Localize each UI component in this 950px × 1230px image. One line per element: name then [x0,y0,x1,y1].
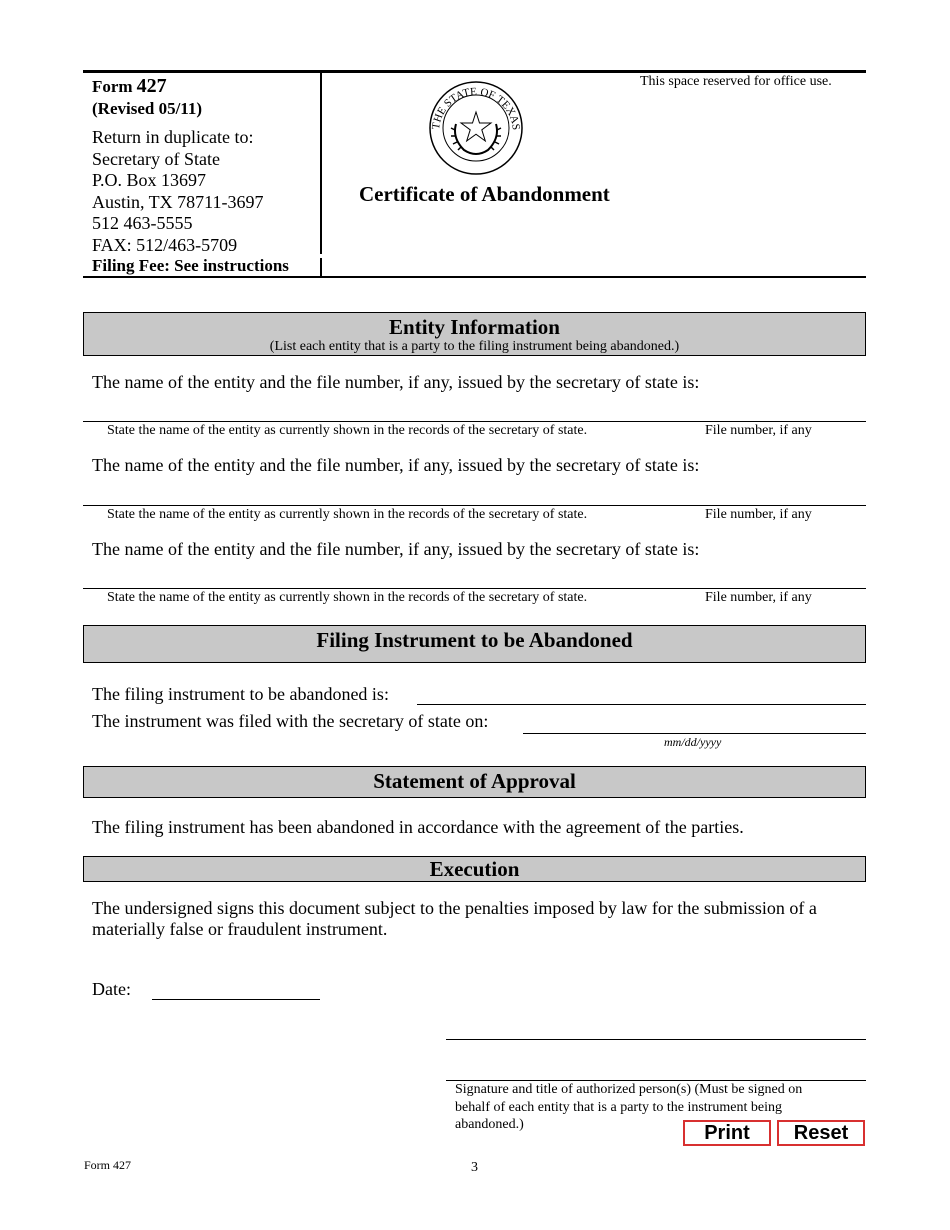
date-label: Date: [92,979,131,999]
filed-date-input[interactable] [526,712,860,732]
svg-text:THE STATE OF TEXAS: THE STATE OF TEXAS [430,85,523,131]
entity-name-input[interactable] [90,400,680,420]
signature-line[interactable] [446,1039,866,1040]
execution-text-line: The undersigned signs this document subject to the penalties imposed by law for the submission of a [92,898,817,918]
entity-prompt: The name of the entity and the file number, if any, issued by the secretary of state is: [92,372,700,392]
print-button[interactable]: Print [683,1120,771,1146]
page-number: 3 [471,1160,478,1175]
title-line[interactable] [446,1080,866,1081]
approval-text: The filing instrument has been abandoned in accordance with the agreement of the parties. [92,817,744,837]
date-field-line [152,999,320,1000]
section-subtitle: (List each entity that is a party to the filing instrument being abandoned.) [269,339,680,354]
entity-name-caption: State the name of the entity as currently shown in the records of the secretary of state. [107,507,588,522]
file-number-input[interactable] [700,400,860,420]
entity-field-line [83,505,866,506]
instrument-label: The filing instrument to be abandoned is: [92,684,389,704]
filing-instrument-banner [83,625,866,663]
execution-banner [83,856,866,882]
date-format-hint: mm/dd/yyyy [664,735,722,749]
entity-field-line [83,421,866,422]
footer-form-label: Form 427 [84,1158,132,1172]
filing-fee: Filing Fee: See instructions [92,256,289,275]
address-line: Austin, TX 78711-3697 [92,192,264,212]
execution-date-input[interactable] [155,978,317,998]
form-title: Certificate of Abandonment [359,182,610,206]
header-bottom-rule [83,276,866,278]
filed-date-field-line [523,733,866,734]
signature-caption-line: behalf of each entity that is a party to the instrument being [455,1100,782,1115]
address-line: FAX: 512/463-5709 [92,235,238,255]
entity-information-banner [83,312,866,356]
texas-seal [426,80,526,176]
statement-of-approval-banner [83,766,866,798]
file-number-input[interactable] [700,567,860,587]
file-number-caption: File number, if any [705,507,812,522]
entity-name-input[interactable] [90,567,680,587]
instrument-input[interactable] [420,684,860,704]
instrument-field-line [417,704,866,705]
office-use-note: This space reserved for office use. [640,74,832,89]
entity-prompt: The name of the entity and the file number, if any, issued by the secretary of state is: [92,539,700,559]
entity-name-caption: State the name of the entity as currently shown in the records of the secretary of state. [107,590,588,605]
filed-date-label: The instrument was filed with the secretary of state on: [92,711,489,731]
file-number-caption: File number, if any [705,590,812,605]
file-number-input[interactable] [700,484,860,504]
form-id: Form 427 [92,75,167,97]
section-title: Filing Instrument to be Abandoned [316,628,633,652]
entity-prompt: The name of the entity and the file number, if any, issued by the secretary of state is: [92,455,700,475]
execution-text-line: materially false or fraudulent instrument. [92,919,388,939]
entity-name-caption: State the name of the entity as currently shown in the records of the secretary of state. [107,423,588,438]
header-divider-lower [320,258,322,276]
reset-button[interactable]: Reset [777,1120,865,1146]
header-divider [320,72,322,254]
section-title: Execution [429,857,520,881]
section-title: Entity Information [389,315,560,339]
address-line: Secretary of State [92,149,220,169]
address-line: P.O. Box 13697 [92,170,207,190]
entity-field-line [83,588,866,589]
address-line: 512 463-5555 [92,213,193,233]
header-top-rule [83,70,866,73]
file-number-caption: File number, if any [705,423,812,438]
return-instructions: Return in duplicate to: [92,127,254,147]
signature-caption-line: abandoned.) [455,1117,524,1132]
revised-date: (Revised 05/11) [92,99,203,118]
entity-name-input[interactable] [90,484,680,504]
section-title: Statement of Approval [373,769,576,793]
signature-caption-line: Signature and title of authorized person(s) (Must be signed on [455,1082,803,1097]
